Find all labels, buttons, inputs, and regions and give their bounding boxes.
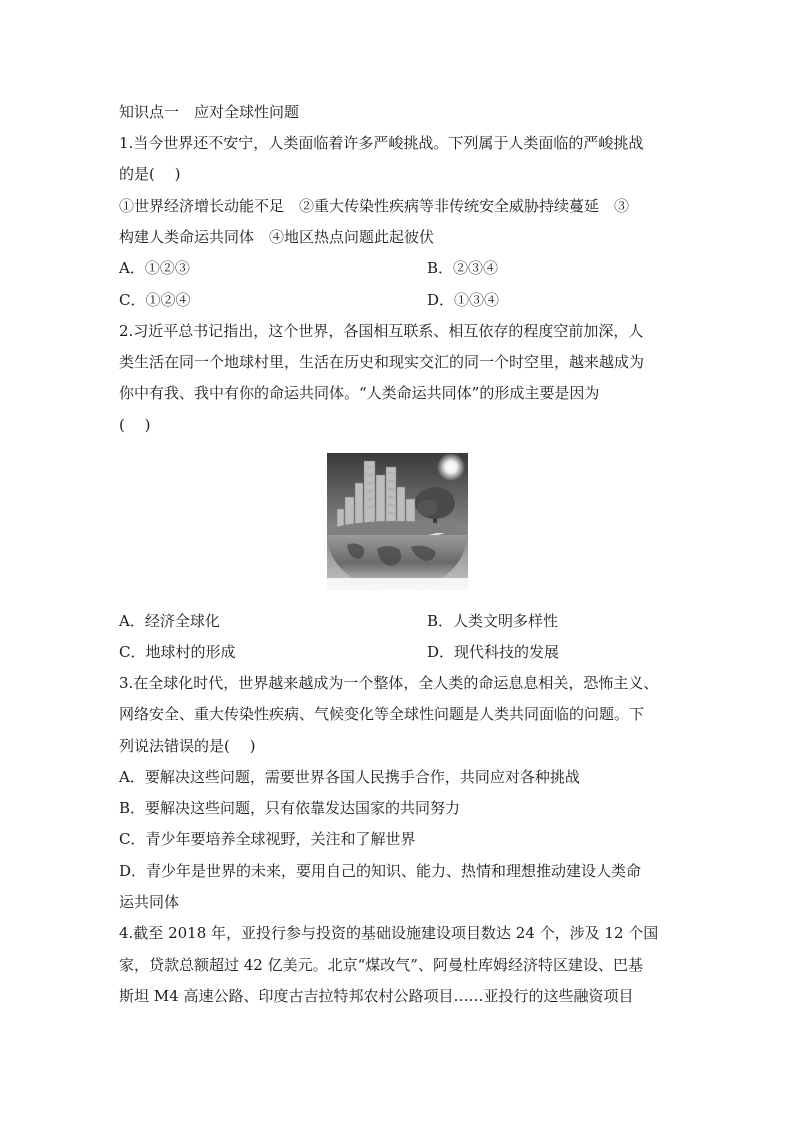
- q1-stem-line-1: 1.当今世界还不安宁，人类面临着许多严峻挑战。下列属于人类面临的严峻挑战: [119, 134, 644, 152]
- q3-stem-line-1: 3.在全球化时代，世界越来越成为一个整体，全人类的命运息息相关，恐怖主义、: [119, 674, 659, 692]
- q1-option-a: A．①②③: [119, 259, 190, 277]
- q1-statements-line-1: ①世界经济增长动能不足 ②重大传染性疾病等非传统安全威胁持续蔓延 ③: [119, 197, 630, 215]
- q1-stem-line-2: 的是( ): [119, 165, 181, 183]
- q3-option-b: B．要解决这些问题，只有依靠发达国家的共同努力: [119, 799, 461, 817]
- q1-option-d: D．①③④: [427, 291, 500, 309]
- q4-stem-line-1: 4.截至 2018 年，亚投行参与投资的基础设施建设项目数达 24 个，涉及 12 个国: [119, 924, 659, 942]
- globe-city-image: [327, 453, 468, 590]
- q2-option-d: D．现代科技的发展: [427, 643, 560, 661]
- section-title: 知识点一 应对全球性问题: [119, 103, 300, 121]
- q3-option-a: A．要解决这些问题，需要世界各国人民携手合作，共同应对各种挑战: [119, 768, 580, 786]
- q2-stem-line-2: 类生活在同一个地球村里，生活在历史和现实交汇的同一个时空里，越来越成为: [119, 353, 645, 371]
- q2-stem-line-3: 你中有我、我中有你的命运共同体。“人类命运共同体”的形成主要是因为: [119, 384, 600, 402]
- q3-stem-line-3: 列说法错误的是( ): [119, 737, 256, 755]
- q1-option-c: C．①②④: [119, 291, 191, 309]
- q2-option-b: B．人类文明多样性: [427, 612, 559, 630]
- globe-city-illustration: [327, 453, 468, 590]
- q4-stem-line-3: 斯坦 M4 高速公路、印度古吉拉特邦农村公路项目……亚投行的这些融资项目: [119, 987, 634, 1005]
- q3-option-c: C．青少年要培养全球视野，关注和了解世界: [119, 830, 416, 848]
- q2-option-a: A．经济全球化: [119, 612, 220, 630]
- q2-stem-line-1: 2.习近平总书记指出，这个世界，各国相互联系、相互依存的程度空前加深，人: [119, 322, 644, 340]
- q2-option-c: C．地球村的形成: [119, 643, 236, 661]
- q4-stem-line-2: 家，贷款总额超过 42 亿美元。北京“煤改气”、阿曼杜库姆经济特区建设、巴基: [119, 956, 643, 974]
- q2-stem-line-4: ( ): [119, 416, 151, 434]
- q3-stem-line-2: 网络安全、重大传染性疾病、气候变化等全球性问题是人类共同面临的问题。下: [119, 705, 645, 723]
- q3-option-d-line-1: D．青少年是世界的未来，要用自己的知识、能力、热情和理想推动建设人类命: [119, 862, 642, 880]
- q1-option-b: B．②③④: [427, 259, 499, 277]
- q3-option-d-line-2: 运共同体: [119, 893, 180, 911]
- q1-statements-line-2: 构建人类命运共同体 ④地区热点问题此起彼伏: [119, 228, 435, 246]
